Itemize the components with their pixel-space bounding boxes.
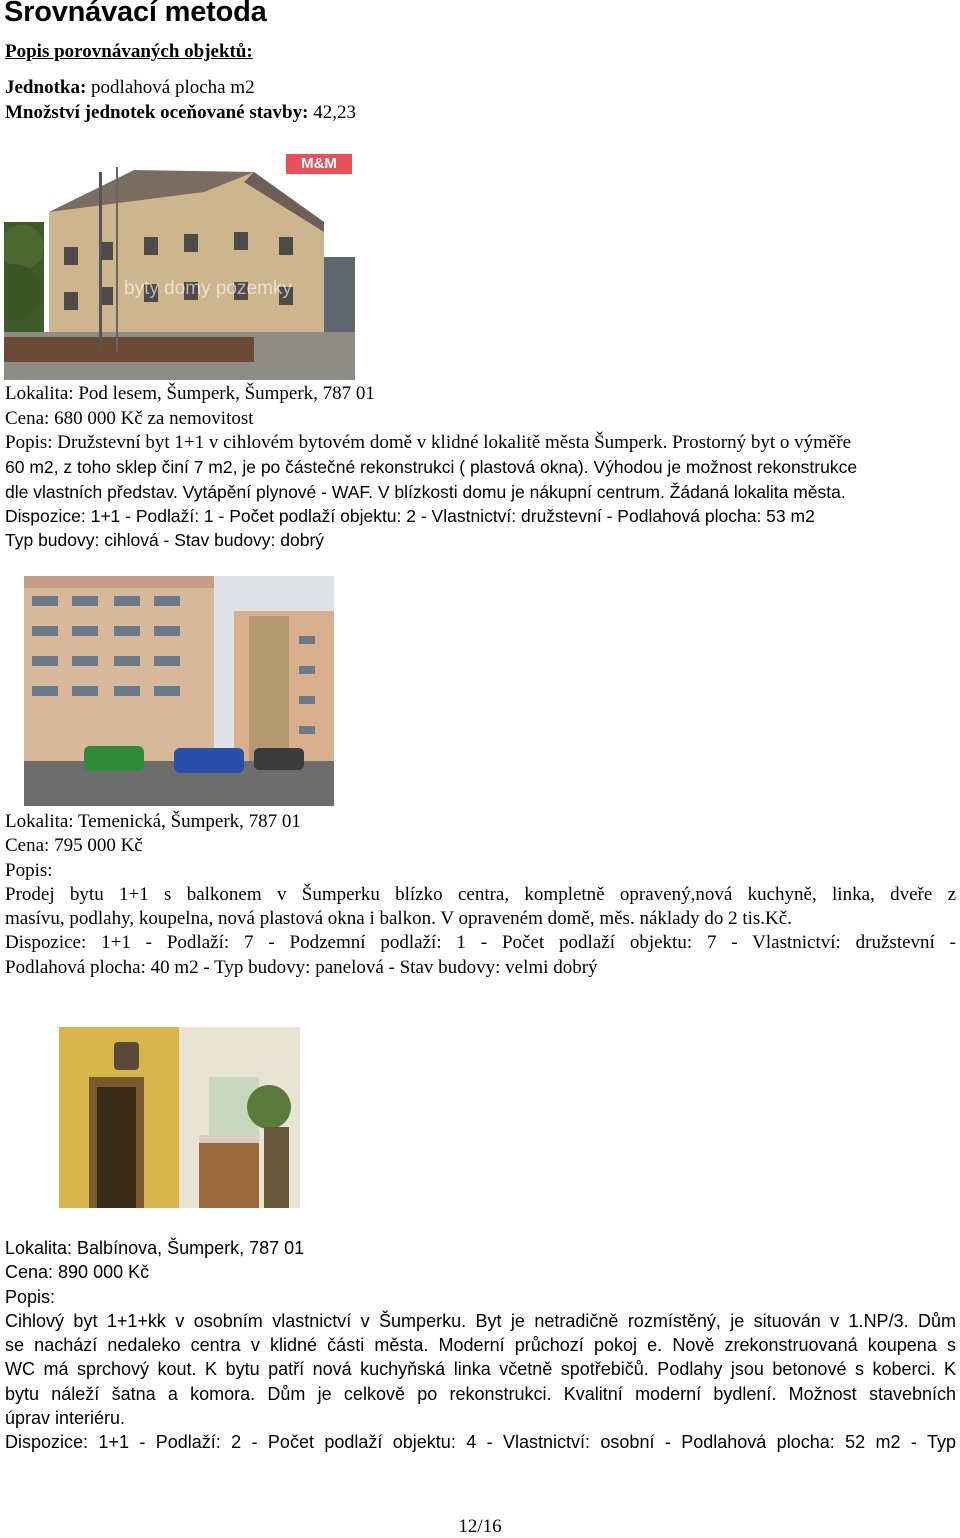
unit-label: Jednotka: xyxy=(5,77,87,98)
unit-value: podlahová plocha m2 xyxy=(91,77,255,98)
listing-1-lokalita: Lokalita: Pod lesem, Šumperk, Šumperk, 787 01 xyxy=(5,383,375,404)
listing-3-photo xyxy=(59,1027,300,1208)
listing-2-photo xyxy=(24,576,334,806)
watermark-caption: byty domy pozemky xyxy=(124,278,292,299)
listing-3-popis-line: WC má sprchový kout. K bytu patří nová kuchyňská linka včetně spotřebičů. Podlahy jsou betonové s koberci. K xyxy=(5,1359,956,1380)
listing-3-lokalita: Lokalita: Balbínova, Šumperk, 787 01 xyxy=(5,1238,305,1258)
listing-1-description xyxy=(5,431,956,552)
listing-1-dispozice-line: Dispozice: 1+1 - Podlaží: 1 - Počet podlaží objektu: 2 - Vlastnictví: družstevní - Podlahová plocha: 53 m2 xyxy=(5,505,815,526)
listing-2-dispozice-line: Dispozice: 1+1 - Podlaží: 7 - Podzemní podlaží: 1 - Počet podlaží objektu: 7 - Vlastnictví: družstevní - xyxy=(5,932,956,954)
unit-line xyxy=(5,76,255,100)
listing-3-dispozice-line: Dispozice: 1+1 - Podlaží: 2 - Počet podlaží objektu: 4 - Vlastnictví: osobní - Podlahová plocha: 52 m2 - Typ xyxy=(5,1432,956,1453)
listing-3-interior-image xyxy=(59,1027,300,1208)
quantity-line xyxy=(5,101,356,125)
listing-3-popis-line: bytu náleží šatna a komora. Dům je celkově po rekonstrukci. Kvalitní moderní bydlení. Možnost stavebních xyxy=(5,1383,956,1404)
listing-3-popis-line: úprav interiéru. xyxy=(5,1408,126,1429)
section-heading: Popis porovnávaných objektů: xyxy=(5,41,253,62)
listing-1-photo xyxy=(4,152,355,380)
listing-2-dispozice-line: Podlahová plocha: 40 m2 - Typ budovy: panelová - Stav budovy: velmi dobrý xyxy=(5,956,598,978)
quantity-value: 42,23 xyxy=(313,102,356,123)
page-title: Srovnávací metoda xyxy=(4,0,267,28)
quantity-label: Množství jednotek oceňované stavby: xyxy=(5,102,309,123)
listing-3-popis-label: Popis: xyxy=(5,1286,56,1307)
listing-2-lokalita: Lokalita: Temenická, Šumperk, 787 01 xyxy=(5,811,301,832)
listing-2-text xyxy=(5,810,956,980)
listing-3-text xyxy=(5,1236,956,1455)
listing-1-dispozice-line: Typ budovy: cihlová - Stav budovy: dobrý xyxy=(5,530,325,551)
listing-2-popis-line: masívu, podlahy, koupelna, nová plastová okna i balkon. V opraveném domě, měs. náklady do 2 tis.Kč. xyxy=(5,908,792,930)
listing-2-panel-houses-image xyxy=(24,576,334,806)
listing-2-popis-line: Prodej bytu 1+1 s balkonem v Šumperku blízko centra, kompletně opravený,nová kuchyně, linka, dveře z xyxy=(5,883,956,905)
listing-3-cena: Cena: 890 000 Kč xyxy=(5,1262,150,1283)
listing-3-popis-line: Cihlový byt 1+1+kk v osobním vlastnictví v Šumperku. Byt je netradičně rozmístěný, je situován v 1.NP/3. Dům xyxy=(5,1310,956,1331)
listing-3-popis-line: se nachází nedaleko centra v klidné části města. Moderní průchozí pokoj e. Nově zrekonstruovaná koupena s xyxy=(5,1335,956,1356)
listing-1-cena: Cena: 680 000 Kč za nemovitost xyxy=(5,408,254,429)
listing-1-popis-line: Popis: Družstevní byt 1+1 v cihlovém bytovém domě v klidné lokalitě města Šumperk. Prostorný byt o výměře xyxy=(5,432,852,453)
page-number: 12/16 xyxy=(458,1516,502,1537)
listing-1-popis-line: 60 m2, z toho sklep činí 7 m2, je po částečné rekonstrukci ( plastová okna). Výhodou je možnost rekonstrukce xyxy=(5,457,858,478)
listing-2-popis-label: Popis: xyxy=(5,859,53,881)
watermark-logo: M&M reality xyxy=(286,154,352,174)
listing-2-cena: Cena: 795 000 Kč xyxy=(5,835,143,857)
listing-1-popis-line: dle vlastních představ. Vytápění plynové - WAF. V blízkosti domu je nákupní centrum. Žádaná lokalita města. xyxy=(5,481,846,502)
